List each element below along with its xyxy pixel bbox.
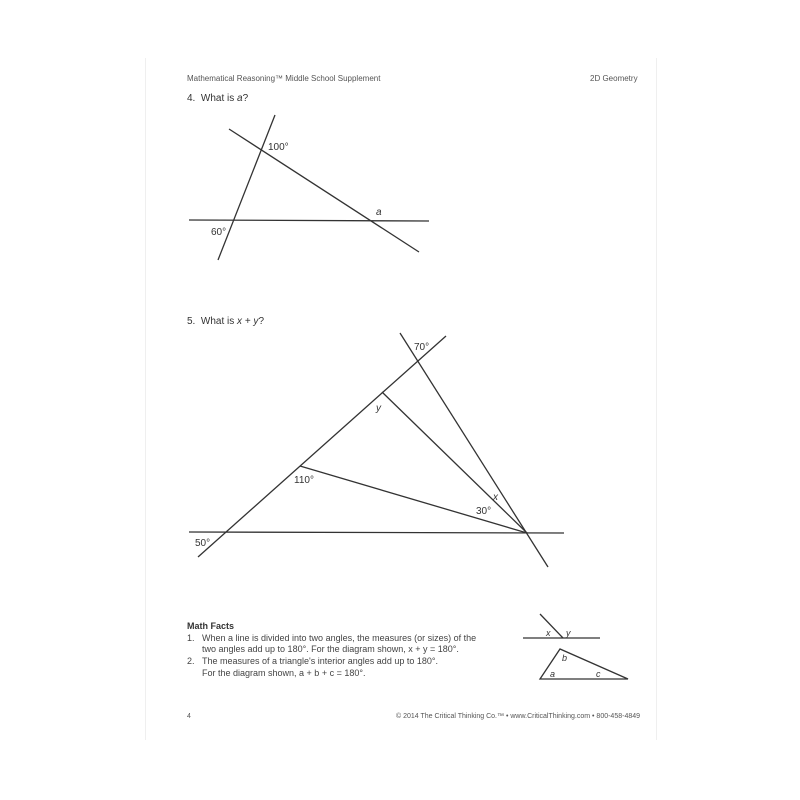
q5-left-side-line [198, 336, 446, 557]
facts-label-x: x [546, 628, 551, 638]
question-4-number: 4. [187, 93, 196, 104]
facts-label-a: a [550, 669, 556, 679]
math-fact-1-line-2: two angles add up to 180°. For the diagram shown, x + y = 180°. [202, 644, 459, 654]
header-title: Mathematical Reasoning™ Middle School Supplement [187, 74, 381, 83]
facts-label-y: y [566, 628, 571, 638]
q5-label-110: 110° [294, 475, 314, 486]
question-4-mark: ? [242, 93, 249, 104]
question-5-number: 5. [187, 316, 196, 327]
q4-horizontal-line [189, 220, 429, 221]
math-fact-1-line-1: When a line is divided into two angles, the measures (or sizes) of the [202, 633, 477, 643]
q5-label-70: 70° [414, 342, 430, 353]
facts-label-b: b [562, 653, 568, 663]
question-5-text: What is [200, 316, 238, 327]
footer-copyright: © 2014 The Critical Thinking Co.™ • www.CriticalThinking.com • 800-458-4849 [396, 713, 641, 720]
math-fact-2-line-1: The measures of a triangle's interior angles add up to 180°. [202, 656, 438, 666]
question-5-variable: x + y [237, 316, 259, 327]
q4-transversal-line [218, 115, 275, 260]
q4-label-100: 100° [268, 142, 289, 153]
question-5-mark: ? [258, 316, 264, 327]
math-fact-2-line-2: For the diagram shown, a + b + c = 180°. [202, 668, 366, 678]
question-4-text: What is [200, 93, 238, 104]
q4-diagonal-line [229, 129, 419, 252]
q5-label-y: y [376, 403, 381, 414]
question-4-variable: a [237, 93, 243, 104]
q4-label-a: a [376, 207, 382, 218]
math-fact-2-number: 2. [187, 656, 195, 666]
q5-horizontal-line [189, 532, 564, 533]
header-section: 2D Geometry [590, 74, 638, 83]
q5-label-50: 50° [195, 538, 211, 549]
q5-label-x: x [493, 492, 498, 503]
facts-ray [540, 614, 563, 638]
math-facts-title: Math Facts [187, 621, 235, 631]
q5-label-30: 30° [476, 506, 492, 517]
q4-label-60: 60° [211, 227, 227, 238]
facts-label-c: c [596, 669, 601, 679]
page-number: 4 [187, 713, 191, 720]
math-fact-1-number: 1. [187, 633, 195, 643]
